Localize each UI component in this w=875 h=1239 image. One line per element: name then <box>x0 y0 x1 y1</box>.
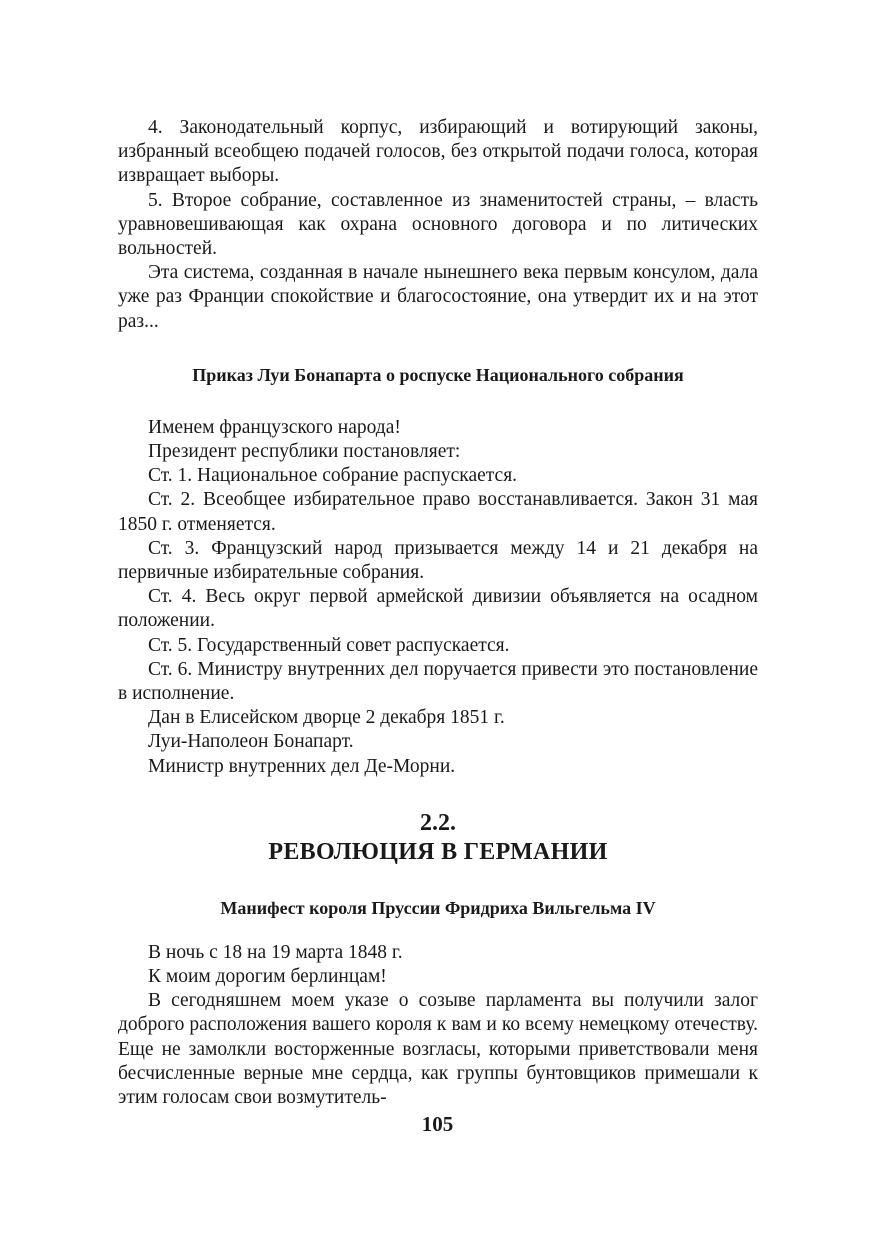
order-paragraph-9: Дан в Елисейском дворце 2 декабря 1851 г. <box>148 707 505 729</box>
manifest-heading: Манифест короля Пруссии Фридриха Вильгельма IV <box>220 897 656 918</box>
intro-paragraph-1: 4. Законодательный корпус, избирающий и вотирующий законы, избранный всеобщею подачей голосов, без открытой подачи голоса, которая извращает выборы. <box>118 117 758 187</box>
order-paragraph-3: Ст. 1. Национальное собрание распускается. <box>148 465 518 487</box>
manifest-paragraph-2: К моим дорогим берлинцам! <box>148 966 387 988</box>
spacer <box>118 334 758 364</box>
order-paragraph-7: Ст. 5. Государственный совет распускается. <box>148 634 510 656</box>
spacer <box>118 386 758 416</box>
page-body <box>118 116 758 1110</box>
manifest-paragraph-1: В ночь с 18 на 19 марта 1848 г. <box>148 941 403 963</box>
order-paragraph-10: Луи-Наполеон Бонапарт. <box>148 731 354 753</box>
order-paragraph-6: Ст. 4. Весь округ первой армейской дивизии объявляется на осадном положении. <box>118 586 758 632</box>
spacer <box>118 867 758 897</box>
spacer <box>118 919 758 941</box>
intro-paragraph-2: 5. Второе собрание, составленное из знаменитостей страны, – власть уравновешивающая как охрана основного договора и по литических вольностей. <box>118 189 758 260</box>
intro-paragraph-3: Эта система, созданная в начале нынешнего века первым консулом, дала уже раз Франции спокойствие и благосостояние, она утвердит их и на этот раз... <box>118 262 758 332</box>
order-heading: Приказ Луи Бонапарта о роспуске Национального собрания <box>192 364 684 385</box>
order-paragraph-1: Именем французского народа! <box>148 416 401 438</box>
order-paragraph-2: Президент республики постановляет: <box>148 441 461 463</box>
order-paragraph-8: Ст. 6. Министру внутренних дел поручается привести это постановление в исполнение. <box>118 658 758 705</box>
manifest-paragraph-3: В сегодняшнем моем указе о созыве парламента вы получили залог доброго расположения вашего короля к вам и ко всему немецкому отечеству. Еще не замолкли восторженные возгласы, которыми приветствовали меня бесчисленные верные мне сердца, как группы бунтовщиков примешали к этим голосам свои возмутитель- <box>118 990 758 1109</box>
section-title: РЕВОЛЮЦИЯ В ГЕРМАНИИ <box>268 838 608 865</box>
order-paragraph-4: Ст. 2. Всеобщее избирательное право восстанавливается. Закон 31 мая 1850 г. отменяется. <box>118 489 758 535</box>
order-paragraph-5: Ст. 3. Французский народ призывается между 14 и 21 декабря на первичные избирательные собрания. <box>118 537 758 584</box>
spacer <box>118 779 758 809</box>
order-paragraph-11: Министр внутренних дел Де-Морни. <box>148 755 456 777</box>
section-number: 2.2. <box>420 809 456 836</box>
page-number: 105 <box>421 1112 454 1136</box>
